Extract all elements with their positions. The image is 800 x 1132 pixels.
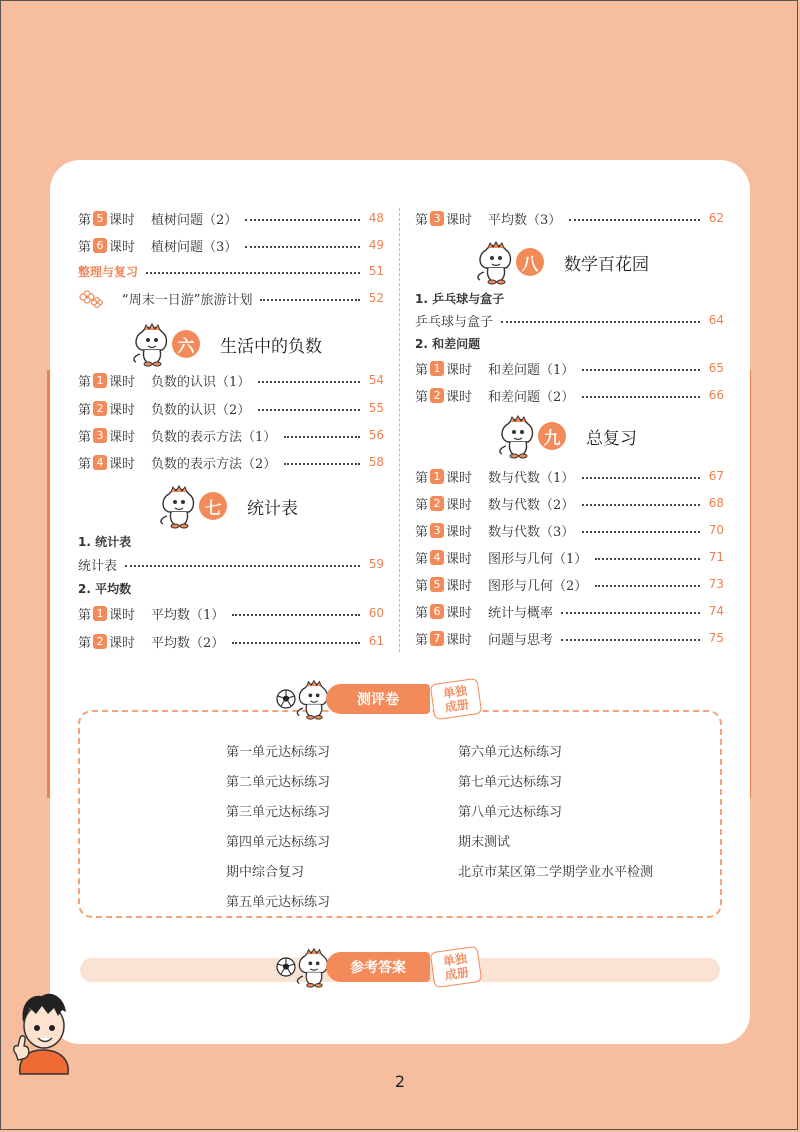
lesson-label: 第 7 课时 [415, 631, 473, 648]
toc-row[interactable] [415, 208, 724, 228]
toc-title: 图形与几何（1） [488, 551, 588, 567]
test-item[interactable]: 北京市某区第二学期学业水平检测 [458, 865, 654, 880]
test-item[interactable]: 第三单元达标练习 [226, 805, 331, 820]
toc-row[interactable] [415, 466, 724, 486]
unit-number-circle: 九 [538, 422, 566, 450]
toc-title: 负数的认识（1） [151, 374, 251, 390]
lesson-label: 第 3 课时 [415, 523, 473, 540]
lesson-number-badge: 4 [430, 550, 444, 565]
test-item[interactable]: 期末测试 [458, 835, 511, 850]
toc-title: 负数的认识（2） [151, 402, 251, 418]
dot-leader [245, 219, 360, 221]
lesson-number-badge: 3 [93, 428, 107, 443]
lesson-number-badge: 2 [430, 388, 444, 403]
page-number: 51 [368, 264, 384, 278]
unit-title: 生活中的负数 [220, 336, 322, 357]
toc-title: 平均数（1） [151, 607, 225, 623]
dot-leader [232, 614, 360, 616]
dot-leader [582, 477, 700, 479]
page-number: 70 [708, 523, 724, 537]
dinosaur-mascot-icon [472, 238, 520, 286]
dinosaur-mascot-icon [155, 482, 203, 530]
page-number: 68 [708, 496, 724, 510]
toc-row[interactable] [415, 574, 724, 594]
page-number: 48 [368, 211, 384, 225]
toc-title: 数与代数（1） [488, 470, 575, 486]
dot-leader [561, 639, 700, 641]
page-number-footer: 2 [394, 1072, 406, 1091]
dot-leader [582, 369, 700, 371]
page-number: 75 [708, 631, 724, 645]
lesson-label: 第 6 课时 [78, 238, 136, 255]
dot-leader [258, 381, 360, 383]
test-item[interactable]: 第七单元达标练习 [458, 775, 563, 790]
toc-row[interactable] [78, 603, 384, 623]
dot-leader [284, 436, 360, 438]
lesson-number-badge: 2 [93, 634, 107, 649]
lesson-number-badge: 1 [430, 361, 444, 376]
page-number: 71 [708, 550, 724, 564]
toc-row[interactable] [78, 208, 384, 228]
dot-leader [232, 642, 360, 644]
unit-title: 统计表 [247, 498, 298, 519]
dot-leader [595, 558, 700, 560]
test-item[interactable]: 第一单元达标练习 [226, 745, 331, 760]
toc-row[interactable] [415, 493, 724, 513]
lesson-number-badge: 1 [430, 469, 444, 484]
toc-title: 植树问题（2） [151, 212, 238, 228]
toc-row[interactable] [78, 398, 384, 418]
unit-heading-7 [155, 484, 298, 528]
dinosaur-mascot-icon [494, 412, 542, 460]
toc-row[interactable] [415, 601, 724, 621]
dot-leader [561, 612, 700, 614]
unit-number-circle: 六 [172, 330, 200, 358]
unit-heading-6 [128, 322, 322, 366]
page-number: 58 [368, 455, 384, 469]
test-item[interactable]: 第六单元达标练习 [458, 745, 563, 760]
lesson-number-badge: 3 [430, 211, 444, 226]
page-number: 66 [708, 388, 724, 402]
lesson-label: 第 6 课时 [415, 604, 473, 621]
lesson-label: 第 5 课时 [78, 211, 136, 228]
dot-leader [258, 409, 360, 411]
test-item[interactable]: 第四单元达标练习 [226, 835, 331, 850]
page-number: 55 [368, 401, 384, 415]
unit-title: 数学百花园 [564, 254, 649, 275]
subsection-heading: 2. 平均数 [78, 582, 132, 596]
toc-title: 统计表 [78, 558, 118, 574]
page-number: 65 [708, 361, 724, 375]
thumbs-up-boy-icon [8, 988, 78, 1080]
toc-title: 平均数（2） [151, 635, 225, 651]
unit-title: 总复习 [586, 428, 637, 449]
lesson-number-badge: 2 [93, 401, 107, 416]
test-item[interactable]: 第二单元达标练习 [226, 775, 331, 790]
toc-row[interactable] [78, 554, 384, 574]
toc-title: 和差问题（1） [488, 362, 575, 378]
lesson-number-badge: 5 [93, 211, 107, 226]
test-section-banner [276, 676, 480, 722]
lesson-number-badge: 1 [93, 373, 107, 388]
subsection-heading: 2. 和差问题 [415, 337, 481, 351]
toc-row-trip[interactable] [78, 288, 384, 308]
toc-row-review[interactable] [78, 261, 384, 281]
lesson-number-badge: 4 [93, 455, 107, 470]
page-number: 61 [368, 634, 384, 648]
lesson-number-badge: 3 [430, 523, 444, 538]
page-number: 56 [368, 428, 384, 442]
toc-row[interactable] [415, 358, 724, 378]
dot-leader [569, 219, 700, 221]
unit-heading-8 [472, 240, 649, 284]
toc-row[interactable] [78, 631, 384, 651]
test-papers-box [78, 710, 722, 918]
review-title: 整理与复习 [78, 264, 139, 279]
flower-icon [78, 288, 104, 308]
page-number: 59 [368, 557, 384, 571]
unit-heading-9 [494, 414, 637, 458]
page-number: 74 [708, 604, 724, 618]
toc-row[interactable] [78, 425, 384, 445]
unit-number-circle: 八 [516, 248, 544, 276]
dot-leader [582, 531, 700, 533]
toc-row[interactable] [415, 520, 724, 540]
lesson-number-badge: 5 [430, 577, 444, 592]
lesson-number-badge: 1 [93, 606, 107, 621]
toc-title: 数与代数（3） [488, 524, 575, 540]
dot-leader [260, 299, 360, 301]
toc-title: 统计与概率 [488, 605, 554, 621]
section-label: 参考答案 [326, 952, 430, 982]
test-item[interactable]: 期中综合复习 [226, 865, 305, 880]
lesson-label: 第 1 课时 [78, 373, 136, 390]
page-number: 49 [368, 238, 384, 252]
lesson-label: 第 3 课时 [78, 428, 136, 445]
toc-row[interactable] [415, 628, 724, 648]
toc-title: 问题与思考 [488, 632, 554, 648]
lesson-number-badge: 7 [430, 631, 444, 646]
toc-row[interactable] [78, 370, 384, 390]
unit-number-circle: 七 [199, 492, 227, 520]
lesson-number-badge: 6 [430, 604, 444, 619]
toc-row[interactable] [415, 385, 724, 405]
lesson-label: 第 1 课时 [415, 361, 473, 378]
lesson-label: 第 5 课时 [415, 577, 473, 594]
lesson-label: 第 2 课时 [78, 401, 136, 418]
toc-title: 负数的表示方法（1） [151, 429, 277, 445]
lesson-label: 第 1 课时 [415, 469, 473, 486]
lesson-number-badge: 6 [93, 238, 107, 253]
dot-leader [125, 565, 360, 567]
subsection-heading: 1. 统计表 [78, 535, 132, 549]
column-divider [399, 208, 400, 652]
test-item[interactable]: 第五单元达标练习 [226, 895, 331, 910]
lesson-number-badge: 2 [430, 496, 444, 511]
toc-title: 乒乓球与盒子 [415, 314, 494, 330]
toc-title: 数与代数（2） [488, 497, 575, 513]
page-number: 60 [368, 606, 384, 620]
lesson-label: 第 2 课时 [78, 634, 136, 651]
toc-title: 负数的表示方法（2） [151, 456, 277, 472]
separate-volume-tag: 单独 成册 [430, 678, 483, 720]
toc-title: 图形与几何（2） [488, 578, 588, 594]
lesson-label: 第 1 课时 [78, 606, 136, 623]
toc-row[interactable] [78, 235, 384, 255]
toc-row[interactable] [415, 310, 724, 330]
page-number: 52 [368, 291, 384, 305]
toc-row[interactable] [78, 452, 384, 472]
page-number: 73 [708, 577, 724, 591]
separate-volume-tag: 单独 成册 [430, 946, 483, 988]
dot-leader [595, 585, 700, 587]
trip-title: “周末一日游”旅游计划 [122, 292, 253, 308]
lesson-label: 第 2 课时 [415, 496, 473, 513]
subsection-heading: 1. 乒乓球与盒子 [415, 292, 505, 306]
lesson-label: 第 3 课时 [415, 211, 473, 228]
toc-title: 平均数（3） [488, 212, 562, 228]
dot-leader [284, 463, 360, 465]
answer-section-banner [276, 944, 480, 990]
dot-leader [146, 272, 360, 274]
section-label: 测评卷 [326, 684, 430, 714]
dot-leader [245, 246, 360, 248]
dot-leader [582, 504, 700, 506]
page-number: 64 [708, 313, 724, 327]
page-number: 67 [708, 469, 724, 483]
toc-row[interactable] [415, 547, 724, 567]
test-item[interactable]: 第八单元达标练习 [458, 805, 563, 820]
lesson-label: 第 2 课时 [415, 388, 473, 405]
dot-leader [582, 396, 700, 398]
lesson-label: 第 4 课时 [415, 550, 473, 567]
toc-title: 植树问题（3） [151, 239, 238, 255]
toc-title: 和差问题（2） [488, 389, 575, 405]
dinosaur-mascot-icon [128, 320, 176, 368]
lesson-label: 第 4 课时 [78, 455, 136, 472]
dot-leader [501, 321, 700, 323]
page-number: 62 [708, 211, 724, 225]
page-number: 54 [368, 373, 384, 387]
